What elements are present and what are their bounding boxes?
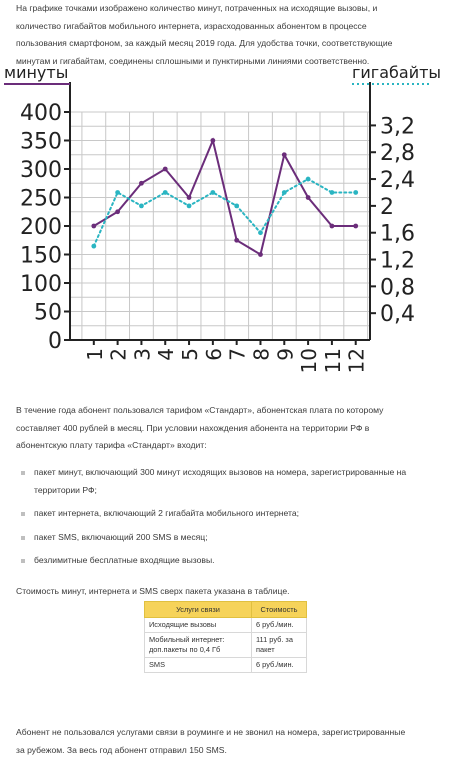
left-tick-label: 100 — [20, 272, 62, 297]
gigabytes-point — [234, 203, 239, 208]
cost-intro-text: Стоимость минут, интернета и SMS сверх пакета указана в таблице. — [16, 586, 290, 596]
cell-line: SMS — [149, 660, 166, 669]
cell-line: Исходящие вызовы — [149, 620, 217, 629]
usage-chart — [0, 60, 460, 380]
gigabytes-point — [353, 190, 358, 195]
left-tick-label: 250 — [20, 186, 62, 212]
list-item-line: пакет интернета, включающий 2 гигабайта мобильного интернета; — [34, 508, 300, 519]
minutes-point — [282, 152, 287, 157]
chart-axes — [64, 82, 376, 345]
list-item — [16, 552, 446, 570]
intro-line: пользования смартфоном, за каждый месяц 2019 года. Для удобства точки, соответствующие — [16, 38, 393, 49]
cell-line: 6 руб./мин. — [256, 620, 294, 629]
minutes-point — [258, 252, 263, 257]
gigabytes-point — [210, 190, 215, 195]
right-tick-label: 3,2 — [380, 114, 415, 140]
table-cell-price — [252, 633, 307, 658]
gigabytes-point — [187, 203, 192, 208]
tariff-paragraph — [16, 402, 446, 455]
left-tick-label: 0 — [48, 329, 62, 354]
outro-line: за рубежом. За весь год абонент отправил 150 SMS. — [16, 744, 227, 755]
gigabytes-point — [330, 190, 335, 195]
gigabytes-point — [306, 177, 311, 182]
right-tick-label: 1,2 — [380, 248, 415, 274]
cell-line: пакет — [256, 645, 275, 654]
table-row — [145, 618, 307, 633]
table-cell-service — [145, 658, 252, 673]
cell-line: доп.пакеты по 0,4 Гб — [149, 645, 221, 654]
left-tick-label: 200 — [20, 215, 62, 240]
x-tick-label: 4 — [154, 348, 179, 361]
intro-line: минутам и гигабайтам, соединены сплошными и пунктирными линиями соответственно. — [16, 55, 370, 66]
intro-line: На графике точками изображено количество минут, потраченных на исходящие вызовы, и — [16, 3, 378, 13]
tariff-includes-list — [16, 464, 446, 576]
gigabytes-point — [139, 203, 144, 208]
list-item — [16, 464, 446, 499]
table-header-service: Услуги связи — [145, 602, 252, 618]
right-tick-label: 1,6 — [380, 221, 415, 247]
x-tick-label: 11 — [320, 348, 345, 374]
gigabytes-point — [115, 190, 120, 195]
minutes-point — [330, 224, 335, 229]
minutes-point — [353, 224, 358, 229]
left-tick-label: 350 — [20, 129, 62, 155]
right-axis-label: гигабайты — [352, 63, 442, 82]
list-item-line: территории РФ; — [34, 484, 97, 495]
cost-table — [144, 601, 307, 673]
gigabytes-point — [282, 190, 287, 195]
left-tick-label: 150 — [20, 243, 62, 269]
table-row — [145, 633, 307, 658]
table-cell-price — [252, 618, 307, 633]
minutes-point — [163, 167, 168, 172]
minutes-point — [210, 138, 215, 143]
table-row — [145, 658, 307, 673]
minutes-point — [91, 224, 96, 229]
cell-line: 6 руб./мин. — [256, 660, 294, 669]
minutes-point — [139, 181, 144, 186]
table-cell-price — [252, 658, 307, 673]
table-header-price: Стоимость — [252, 602, 307, 618]
list-item-line: пакет минут, включающий 300 минут исходящих вызовов на номера, зарегистрированные на — [34, 467, 407, 477]
gigabytes-point — [91, 244, 96, 249]
list-item — [16, 529, 446, 547]
intro-line: количество гигабайтов мобильного интернета, израсходованных абонентом в процессе — [16, 20, 367, 31]
left-tick-label: 300 — [20, 158, 62, 183]
table-cell-service — [145, 633, 252, 658]
left-axis-label: минуты — [4, 63, 69, 82]
cell-line: Мобильный интернет: — [149, 635, 225, 644]
right-tick-label: 0,8 — [380, 275, 415, 301]
x-tick-label: 7 — [225, 348, 250, 361]
list-item-line: пакет SMS, включающий 200 SMS в месяц; — [34, 531, 208, 542]
x-tick-label: 1 — [82, 348, 107, 361]
chart-grid — [70, 112, 370, 340]
gigabytes-point — [163, 190, 168, 195]
x-tick-label: 10 — [297, 348, 322, 374]
list-item — [16, 505, 446, 523]
x-tick-label: 8 — [249, 348, 274, 361]
x-tick-label: 6 — [201, 348, 226, 361]
right-tick-label: 2,8 — [380, 141, 415, 167]
right-tick-label: 0,4 — [380, 302, 415, 328]
minutes-point — [234, 238, 239, 243]
table-header-row — [145, 602, 307, 618]
x-tick-label: 5 — [178, 348, 203, 361]
right-tick-label: 2,4 — [380, 168, 415, 194]
cell-line: 111 руб. за — [256, 635, 293, 644]
left-tick-label: 400 — [20, 101, 62, 126]
minutes-point — [306, 195, 311, 200]
x-tick-label: 12 — [344, 348, 369, 374]
list-item-line: безлимитные бесплатные входящие вызовы. — [34, 555, 215, 566]
minutes-point — [187, 195, 192, 200]
gigabytes-point — [258, 230, 263, 235]
tariff-line: В течение года абонент пользовался тарифом «Стандарт», абонентская плата по которому — [16, 405, 384, 415]
table-cell-service — [145, 618, 252, 633]
x-tick-label: 3 — [130, 348, 155, 361]
left-tick-label: 50 — [34, 300, 62, 326]
outro-line: Абонент не пользовался услугами связи в роуминге и не звонил на номера, зарегистрированные — [16, 727, 406, 737]
tariff-line: абонентскую плату тарифа «Стандарт» входит: — [16, 440, 207, 451]
x-tick-label: 9 — [273, 348, 298, 361]
minutes-point — [115, 209, 120, 214]
outro-paragraph — [16, 724, 446, 759]
x-tick-label: 2 — [106, 348, 131, 361]
right-tick-label: 2 — [380, 194, 394, 220]
tariff-line: составляет 400 рублей в месяц. При условии нахождения абонента на территории РФ в — [16, 422, 370, 433]
